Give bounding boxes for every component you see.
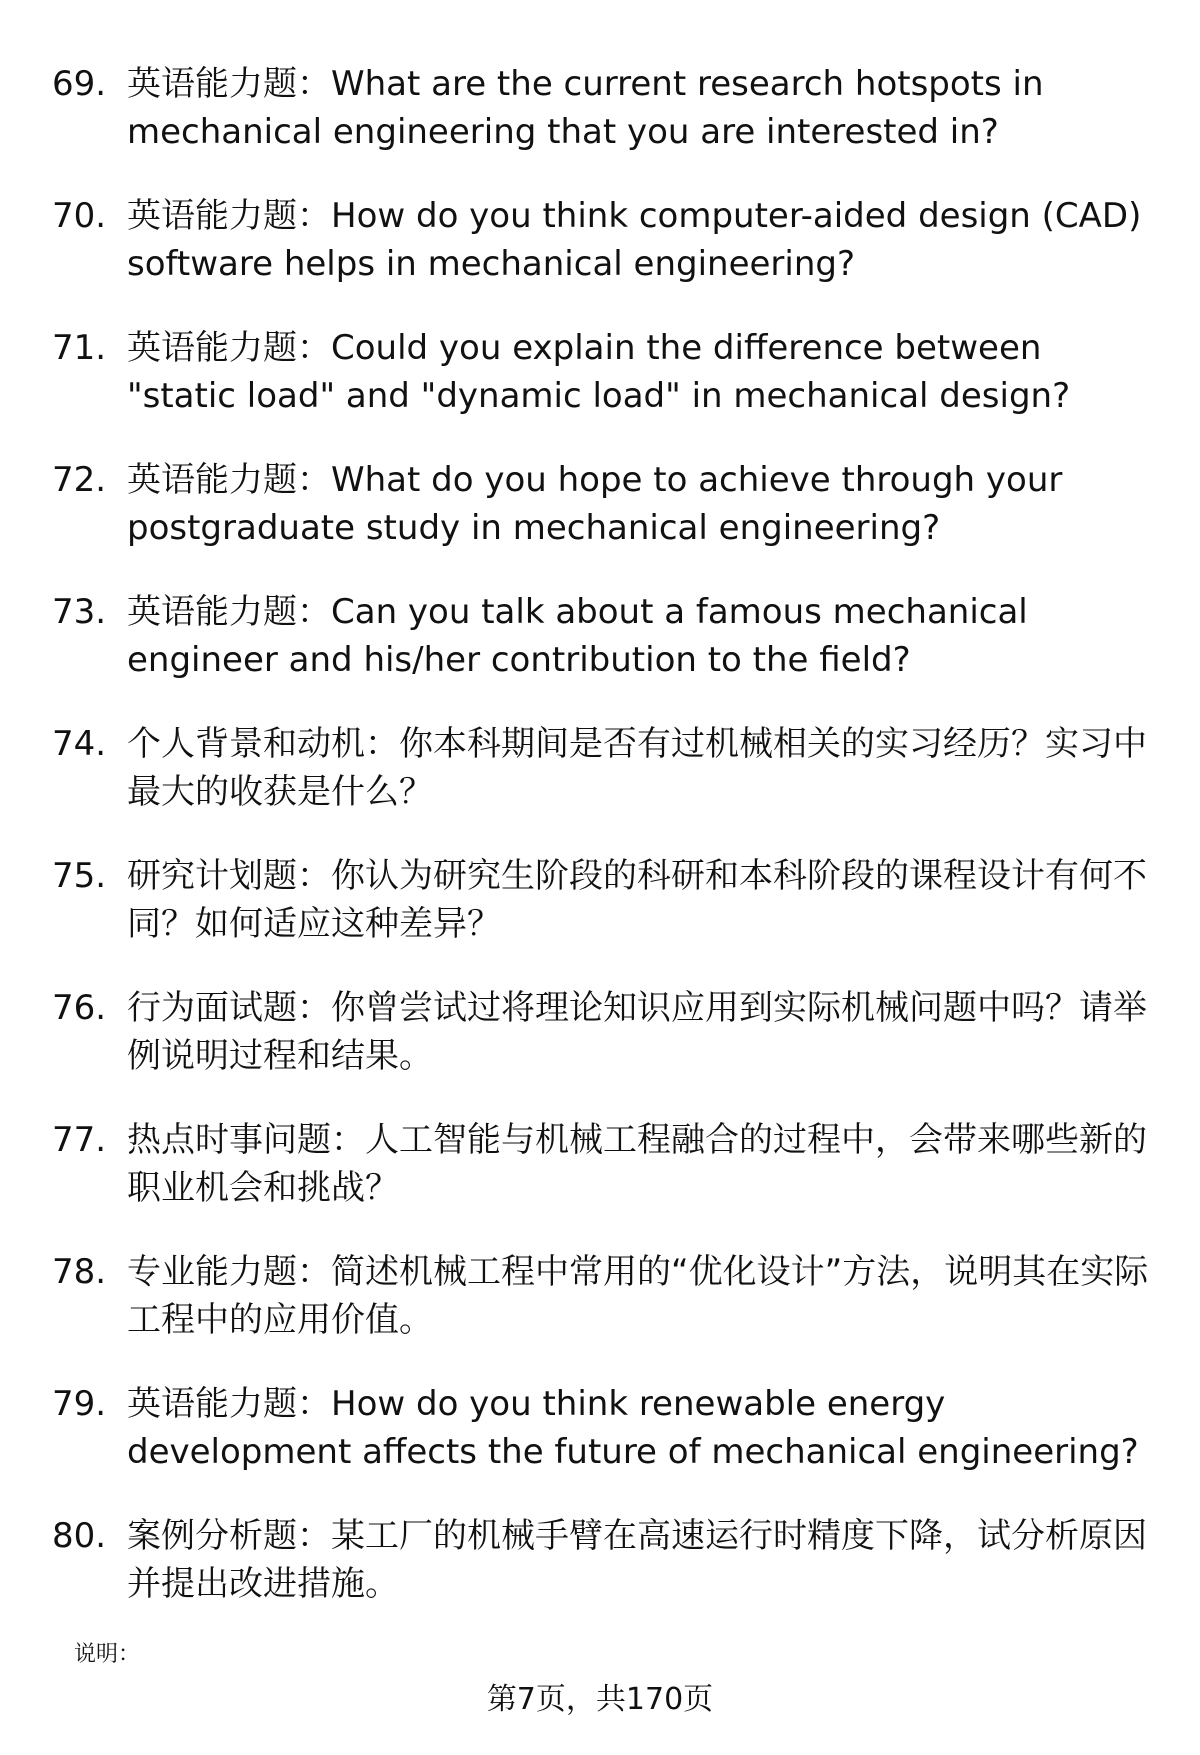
question-list <box>0 60 1200 1644</box>
question-category: 英语能力题： <box>127 1384 331 1424</box>
question-body: Can you talk about a famous mechanical engineer and his/her contribution to the field? <box>127 592 1028 680</box>
question-item <box>0 456 1200 588</box>
question-text <box>127 720 1152 816</box>
question-category: 英语能力题： <box>127 328 331 368</box>
question-number: 69. <box>52 64 107 104</box>
question-body: 你本科期间是否有过机械相关的实习经历？实习中最大的收获是什么？ <box>127 724 1147 812</box>
question-text <box>127 1248 1152 1344</box>
question-text <box>127 984 1152 1080</box>
question-number: 71. <box>52 328 107 368</box>
question-item <box>0 984 1200 1116</box>
question-item <box>0 324 1200 456</box>
question-number: 73. <box>52 592 107 632</box>
question-number: 70. <box>52 196 107 236</box>
question-item <box>0 852 1200 984</box>
question-body: What do you hope to achieve through your postgraduate study in mechanical engineering? <box>127 460 1063 548</box>
question-body: How do you think computer-aided design (CAD) software helps in mechanical engineering? <box>127 196 1142 284</box>
question-category: 英语能力题： <box>127 592 331 632</box>
question-text <box>127 192 1152 288</box>
question-number: 77. <box>52 1120 107 1160</box>
question-category: 专业能力题： <box>127 1252 331 1292</box>
question-item <box>0 720 1200 852</box>
question-category: 英语能力题： <box>127 196 331 236</box>
question-text <box>127 1116 1152 1212</box>
question-text <box>127 60 1152 156</box>
question-category: 行为面试题： <box>127 988 331 1028</box>
question-body: 某工厂的机械手臂在高速运行时精度下降，试分析原因并提出改进措施。 <box>127 1516 1147 1604</box>
page-footer: 第7页，共170页 <box>486 1682 714 1717</box>
question-item <box>0 588 1200 720</box>
question-number: 80. <box>52 1516 107 1556</box>
question-text <box>127 588 1152 684</box>
question-category: 案例分析题： <box>127 1516 331 1556</box>
question-item <box>0 1116 1200 1248</box>
question-number: 78. <box>52 1252 107 1292</box>
question-item <box>0 1380 1200 1512</box>
question-body: 你认为研究生阶段的科研和本科阶段的课程设计有何不同？如何适应这种差异？ <box>127 856 1147 944</box>
question-item <box>0 1248 1200 1380</box>
question-text <box>127 852 1152 948</box>
question-text <box>127 1512 1152 1608</box>
question-item <box>0 1512 1200 1644</box>
question-item <box>0 192 1200 324</box>
question-text <box>127 324 1152 420</box>
question-body: 人工智能与机械工程融合的过程中，会带来哪些新的职业机会和挑战？ <box>127 1120 1147 1208</box>
question-number: 76. <box>52 988 107 1028</box>
question-text <box>127 456 1152 552</box>
question-category: 研究计划题： <box>127 856 331 896</box>
question-body: What are the current research hotspots in mechanical engineering that you are interested in? <box>127 64 1044 152</box>
question-number: 72. <box>52 460 107 500</box>
question-text <box>127 1380 1152 1476</box>
note-label: 说明： <box>74 1642 141 1667</box>
question-category: 热点时事问题： <box>127 1120 365 1160</box>
question-category: 个人背景和动机： <box>127 724 399 764</box>
question-body: How do you think renewable energy development affects the future of mechanical engineering? <box>127 1384 1139 1472</box>
question-body: 你曾尝试过将理论知识应用到实际机械问题中吗？请举例说明过程和结果。 <box>127 988 1147 1076</box>
question-body: 简述机械工程中常用的“优化设计”方法，说明其在实际工程中的应用价值。 <box>127 1252 1149 1340</box>
question-category: 英语能力题： <box>127 460 331 500</box>
question-item <box>0 60 1200 192</box>
question-number: 74. <box>52 724 107 764</box>
question-category: 英语能力题： <box>127 64 331 104</box>
question-number: 79. <box>52 1384 107 1424</box>
question-body: Could you explain the difference between "static load" and "dynamic load" in mechanical design? <box>127 328 1071 416</box>
question-number: 75. <box>52 856 107 896</box>
